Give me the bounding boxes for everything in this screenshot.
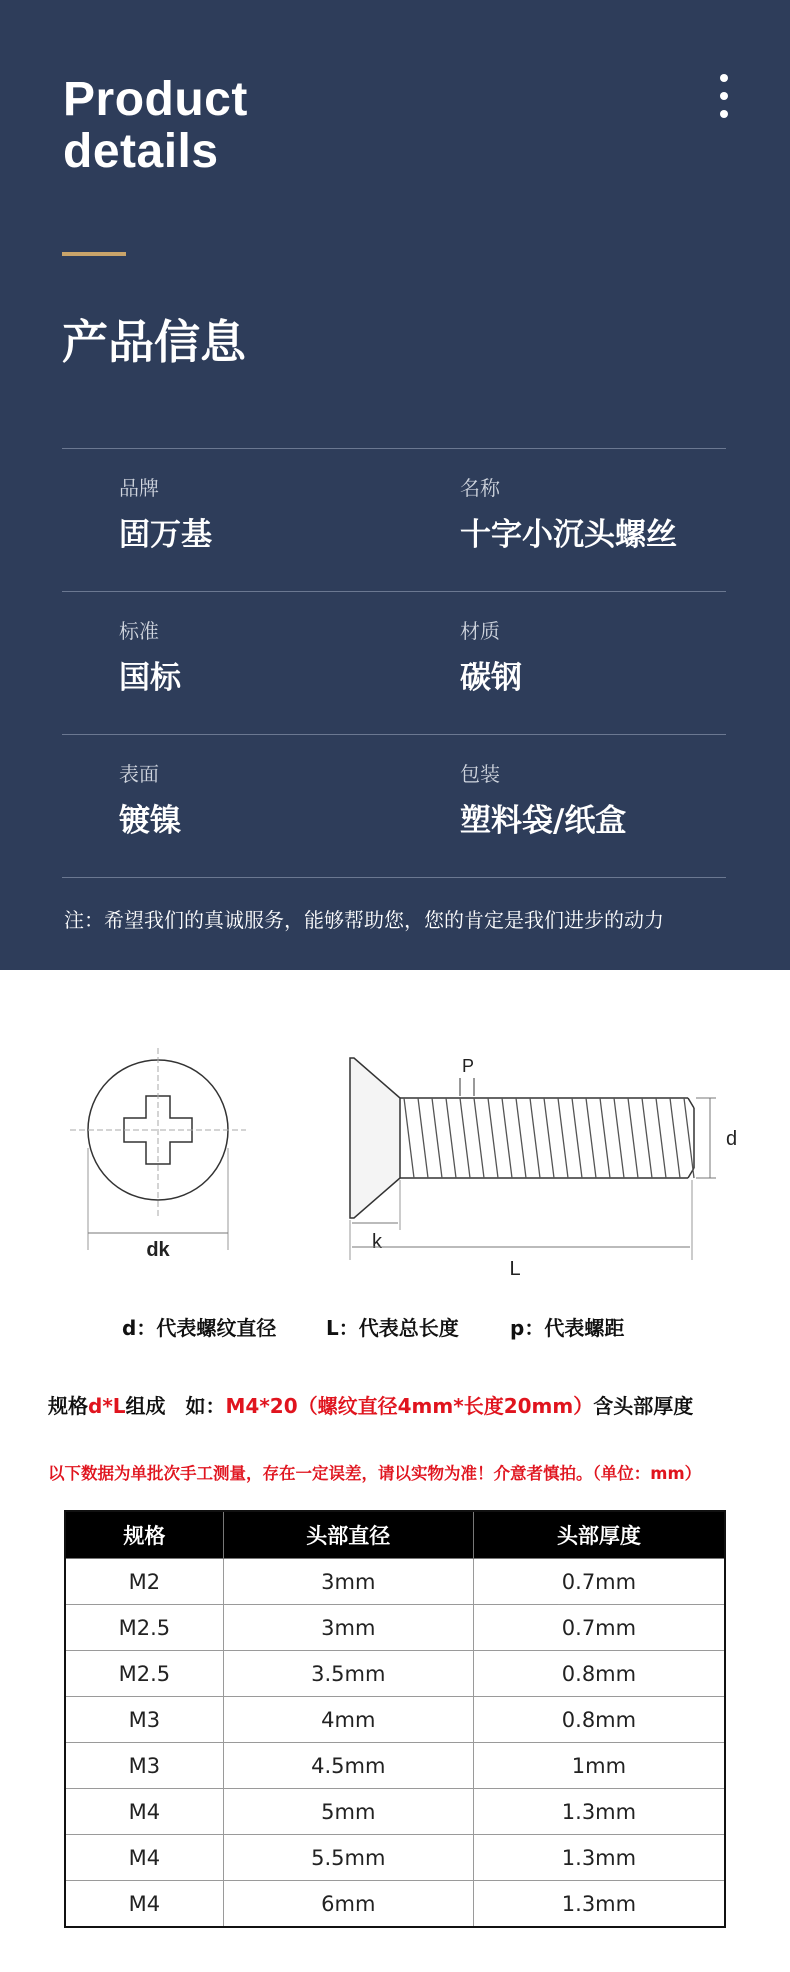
thread-line — [530, 1098, 540, 1178]
thread-line — [614, 1098, 624, 1178]
thread-line — [432, 1098, 442, 1178]
more-vertical-icon[interactable] — [712, 74, 736, 126]
info-row — [62, 449, 726, 591]
label-l: L — [509, 1258, 521, 1280]
info-label: 包装 — [460, 762, 500, 786]
table-row: M4 6mm 1.3mm — [65, 1881, 725, 1928]
thread-line — [656, 1098, 666, 1178]
info-value: 镀镍 — [119, 803, 181, 839]
label-p: P — [461, 1056, 475, 1076]
thread-line — [488, 1098, 498, 1178]
table-row: M3 4.5mm 1mm — [65, 1743, 725, 1789]
thread-line — [684, 1098, 694, 1178]
thread-line — [516, 1098, 526, 1178]
info-value: 固万基 — [119, 517, 212, 553]
table-row: M2.5 3mm 0.7mm — [65, 1605, 725, 1651]
thread-line — [502, 1098, 512, 1178]
info-label: 表面 — [119, 762, 159, 786]
screw-thread — [404, 1098, 694, 1178]
info-value: 国标 — [119, 660, 181, 696]
accent-divider — [62, 252, 126, 256]
product-info-grid — [62, 448, 726, 878]
info-value: 碳钢 — [460, 660, 522, 696]
thread-line — [404, 1098, 414, 1178]
legend-l: L：代表总长度 — [326, 1316, 459, 1340]
thread-line — [418, 1098, 428, 1178]
screw-dimension-diagram — [0, 1030, 790, 1290]
table-row: M2.5 3.5mm 0.8mm — [65, 1651, 725, 1697]
info-value: 十字小沉头螺丝 — [460, 517, 677, 553]
table-header-row — [65, 1511, 725, 1559]
table-row: M4 5mm 1.3mm — [65, 1789, 725, 1835]
table-row: M2 3mm 0.7mm — [65, 1559, 725, 1605]
column-header: 头部直径 — [223, 1511, 473, 1559]
measurement-warning: 以下数据为单批次手工测量，存在一定误差，请以实物为准！介意者慎拍。（单位：mm） — [48, 1464, 702, 1483]
title-english: Product details — [63, 73, 248, 178]
legend-d: d：代表螺纹直径 — [122, 1316, 277, 1340]
thread-line — [544, 1098, 554, 1178]
label-k: k — [372, 1231, 382, 1253]
table-row: M3 4mm 0.8mm — [65, 1697, 725, 1743]
product-details-header — [0, 0, 790, 970]
thread-line — [600, 1098, 610, 1178]
info-label: 名称 — [460, 476, 500, 500]
thread-line — [670, 1098, 680, 1178]
screw-side-view — [350, 1058, 694, 1218]
divider — [62, 877, 726, 878]
thread-line — [642, 1098, 652, 1178]
thread-line — [460, 1098, 470, 1178]
table-row: M4 5.5mm 1.3mm — [65, 1835, 725, 1881]
thread-line — [628, 1098, 638, 1178]
column-header: 规格 — [65, 1511, 223, 1559]
thread-line — [558, 1098, 568, 1178]
spec-table — [64, 1510, 726, 1928]
info-label: 品牌 — [119, 476, 159, 500]
thread-line — [446, 1098, 456, 1178]
thread-line — [474, 1098, 484, 1178]
spec-explanation: 规格d*L组成 如：M4*20（螺纹直径4mm*长度20mm）含头部厚度 — [48, 1394, 694, 1418]
info-row — [62, 592, 726, 734]
info-row — [62, 735, 726, 877]
info-value: 塑料袋/纸盒 — [460, 803, 627, 839]
thread-line — [572, 1098, 582, 1178]
legend-p: p：代表螺距 — [510, 1316, 625, 1340]
thread-line — [586, 1098, 596, 1178]
label-dk: dk — [146, 1239, 170, 1261]
info-label: 标准 — [119, 619, 159, 643]
label-d: d — [726, 1128, 738, 1150]
title-chinese: 产品信息 — [62, 315, 246, 369]
column-header: 头部厚度 — [473, 1511, 725, 1559]
service-note: 注：希望我们的真诚服务，能够帮助您，您的肯定是我们进步的动力 — [64, 908, 664, 932]
screw-head-top-view — [70, 1048, 246, 1250]
info-label: 材质 — [460, 619, 500, 643]
